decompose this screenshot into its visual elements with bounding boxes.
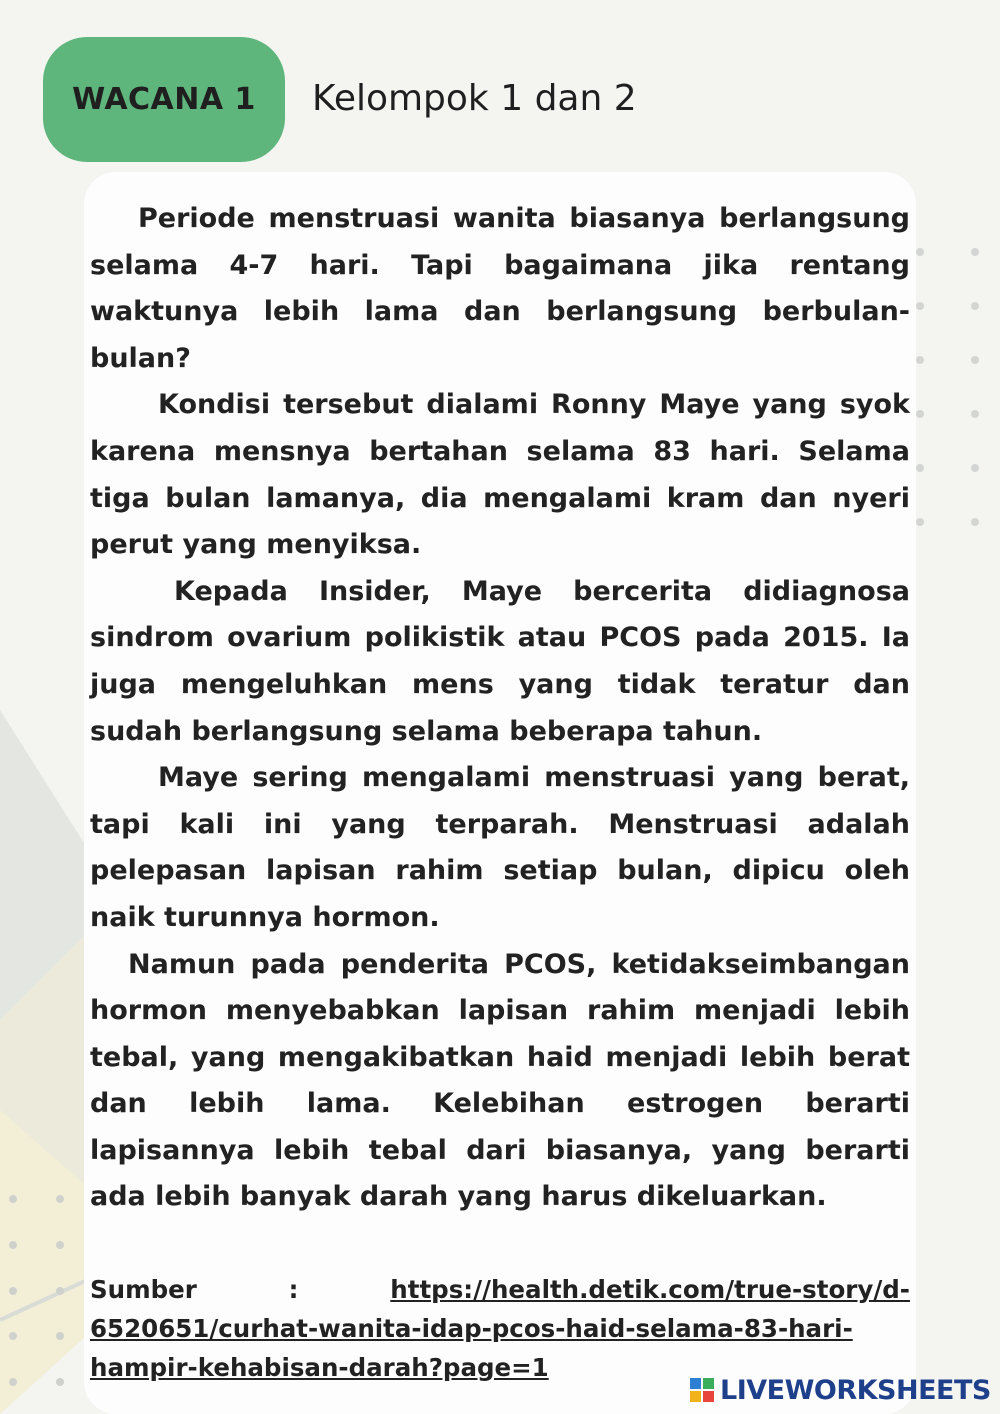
source-label: Sumber: [90, 1275, 197, 1304]
source-link-line-3[interactable]: hampir-kehabisan-darah?page=1: [90, 1353, 549, 1382]
article-body: [90, 196, 910, 1221]
liveworksheets-watermark: [690, 1370, 991, 1410]
source-link-line-2[interactable]: 6520651/curhat-wanita-idap-pcos-haid-selama-83-hari-: [90, 1314, 853, 1343]
source-colon: :: [288, 1275, 299, 1304]
paragraph-3: Kepada Insider, Maye bercerita didiagnosa sindrom ovarium polikistik atau PCOS pada 2015. Ia juga mengeluhkan mens yang tidak teratur dan sudah berlangsung selama beberapa tahun.: [90, 575, 910, 747]
wacana-badge: [43, 37, 285, 162]
source-link-line-1[interactable]: https://health.detik.com/true-story/d-: [390, 1275, 910, 1304]
paragraph-1: Periode menstruasi wanita biasanya berlangsung selama 4-7 hari. Tapi bagaimana jika rentang waktunya lebih lama dan berlangsung berbulan-bulan?: [90, 203, 910, 374]
dot-grid-right: [916, 248, 979, 526]
badge-label: WACANA 1: [72, 82, 256, 117]
paragraph-4: Maye sering mengalami menstruasi yang berat, tapi kali ini yang terparah. Menstruasi adalah pelepasan lapisan rahim setiap bulan, dipicu oleh naik turunnya hormon.: [90, 762, 910, 933]
paragraph-2: Kondisi tersebut dialami Ronny Maye yang syok karena mensnya bertahan selama 83 hari. Selama tiga bulan lamanya, dia mengalami kram dan nyeri perut yang menyiksa.: [90, 389, 910, 561]
group-subtitle: Kelompok 1 dan 2: [312, 78, 637, 119]
paragraph-5: Namun pada penderita PCOS, ketidakseimbangan hormon menyebabkan lapisan rahim menjadi lebih tebal, yang mengakibatkan haid menjadi lebih berat dan lebih lama. Kelebihan estrogen berarti lapisannya lebih tebal dari biasanya, yang berarti ada lebih banyak darah yang harus dikeluarkan.: [90, 948, 910, 1213]
liveworksheets-logo-icon: [690, 1378, 714, 1402]
watermark-text: LIVEWORKSHEETS: [720, 1374, 991, 1406]
